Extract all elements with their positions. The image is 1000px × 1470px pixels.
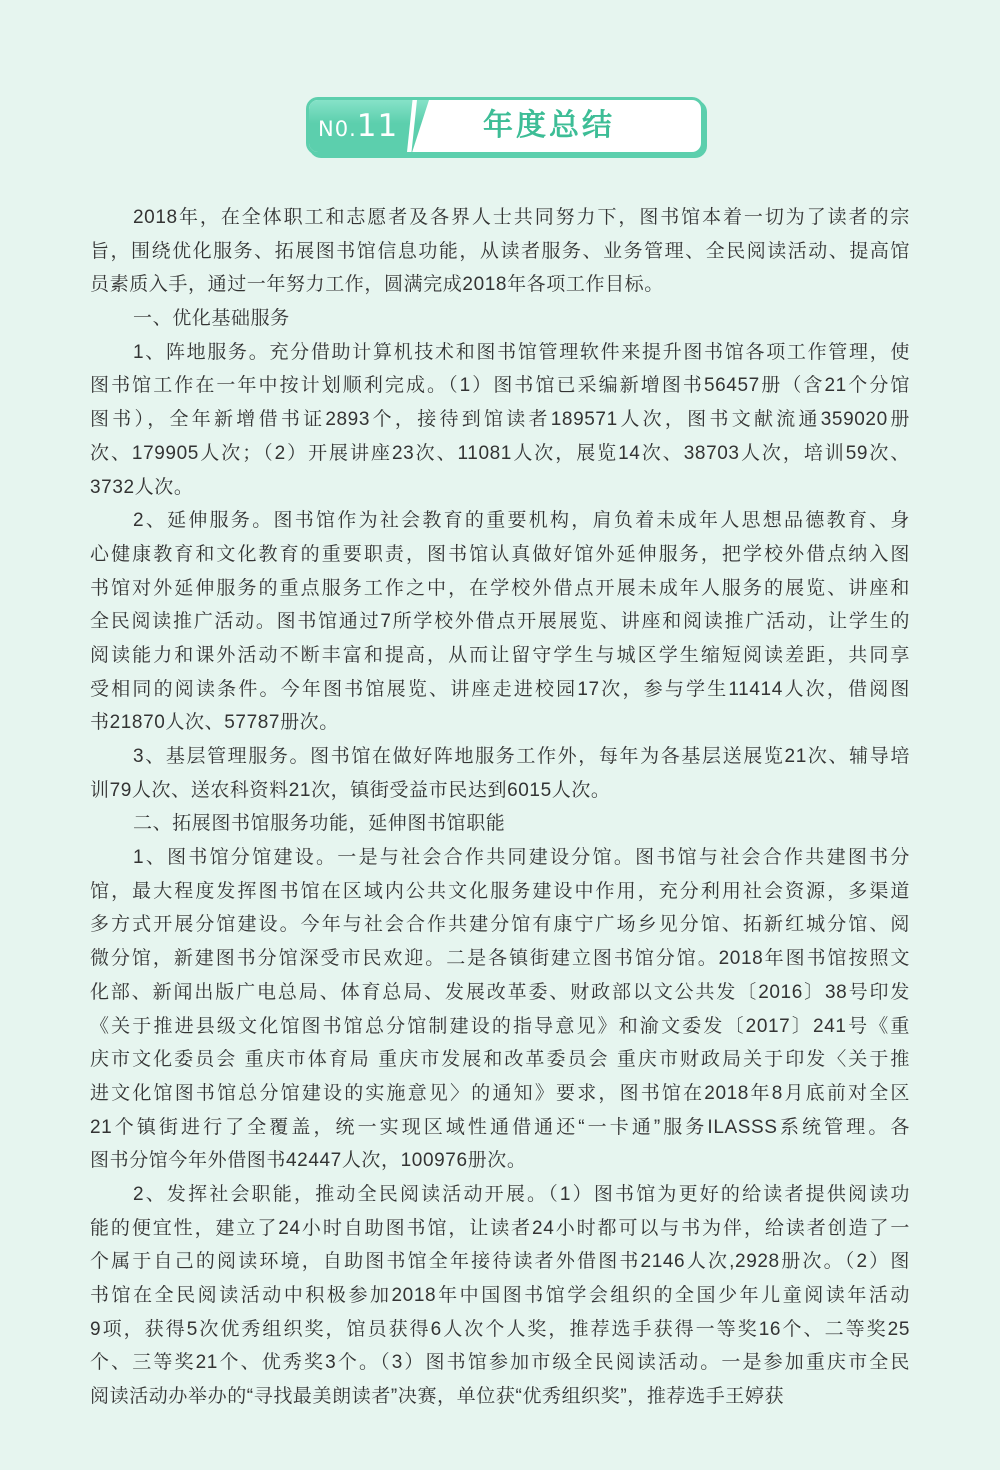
text-line: 图书馆工作在一年中按计划顺利完成。（1）图书馆已采编新增图书56457册（含21个分馆	[90, 375, 910, 397]
text-line: 化部、新闻出版广电总局、体育总局、发展改革委、财政部以文公共发〔2016〕38号印发	[90, 981, 910, 1003]
paragraph	[90, 336, 910, 504]
text-line: 进文化馆图书馆总分馆建设的实施意见〉的通知》要求，图书馆在2018年8月底前对全区	[90, 1082, 910, 1104]
section-number-value: 11	[356, 108, 399, 144]
paragraph	[90, 504, 910, 740]
text-line: 训79人次、送农科资料21次，镇街受益市民达到6015人次。	[90, 779, 611, 801]
text-line: 阅读活动办举办的“寻找最美朗读者”决赛，单位获“优秀组织奖”，推荐选手王婷获	[90, 1386, 785, 1408]
paragraph	[90, 201, 910, 302]
text-line: 2、延伸服务。图书馆作为社会教育的重要机构，肩负着未成年人思想品德教育、身	[133, 510, 910, 532]
text-line: 微分馆，新建图书分馆深受市民欢迎。二是各镇街建立图书馆分馆。2018年图书馆按照文	[90, 948, 910, 970]
text-line: 心健康教育和文化教育的重要职责，图书馆认真做好馆外延伸服务，把学校外借点纳入图	[90, 543, 910, 565]
text-line: 馆，最大程度发挥图书馆在区域内公共文化服务建设中作用，充分利用社会资源，多渠道	[90, 880, 910, 902]
text-line: 受相同的阅读条件。今年图书馆展览、讲座走进校园17次，参与学生11414人次，借阅图	[90, 678, 910, 700]
paragraph	[90, 841, 910, 1178]
text-line: 个属于自己的阅读环境，自助图书馆全年接待读者外借图书2146人次,2928册次。（2）图	[90, 1251, 910, 1273]
text-line: 书馆对外延伸服务的重点服务工作之中，在学校外借点开展未成年人服务的展览、讲座和	[90, 577, 910, 599]
text-line: 3732人次。	[90, 476, 194, 498]
text-line: 《关于推进县级文化馆图书馆总分馆制建设的指导意见》和渝文委发〔2017〕241号《重	[90, 1015, 910, 1037]
text-line: 多方式开展分馆建设。今年与社会合作共建分馆有康宁广场乡见分馆、拓新红城分馆、阅	[90, 914, 910, 936]
text-line: 书21870人次、57787册次。	[90, 712, 339, 734]
text-line: 能的便宜性，建立了24小时自助图书馆，让读者24小时都可以与书为伴，给读者创造了一	[90, 1217, 910, 1239]
text-line: 员素质入手，通过一年努力工作，圆满完成2018年各项工作目标。	[90, 274, 664, 296]
section-title: 年度总结	[483, 108, 615, 143]
text-line: 庆市文化委员会 重庆市体育局 重庆市发展和改革委员会 重庆市财政局关于印发〈关于推	[90, 1049, 910, 1071]
text-line: 2018年，在全体职工和志愿者及各界人士共同努力下，图书馆本着一切为了读者的宗	[133, 207, 910, 228]
text-line: 图书），全年新增借书证2893个，接待到馆读者189571人次，图书文献流通359020册	[90, 409, 910, 431]
section-number-prefix: N0.	[318, 117, 357, 141]
text-line: 21个镇街进行了全覆盖，统一实现区域性通借通还“一卡通”服务ILASSS系统管理。各	[90, 1116, 910, 1138]
section-badge	[306, 97, 704, 155]
text-line: 次、179905人次；（2）开展讲座23次、11081人次，展览14次、38703人次，培训59次、	[90, 442, 910, 464]
text-line: 个、三等奖21个、优秀奖3个。（3）图书馆参加市级全民阅读活动。一是参加重庆市全民	[90, 1352, 910, 1374]
paragraph	[90, 807, 910, 841]
text-line: 一、优化基础服务	[133, 308, 290, 330]
text-line: 3、基层管理服务。图书馆在做好阵地服务工作外，每年为各基层送展览21次、辅导培	[133, 746, 910, 767]
paragraph	[90, 1178, 910, 1414]
section-number	[318, 100, 398, 152]
text-line: 2、发挥社会职能，推动全民阅读活动开展。（1）图书馆为更好的给读者提供阅读功	[133, 1183, 910, 1205]
text-line: 二、拓展图书馆服务功能，延伸图书馆职能	[133, 813, 506, 835]
text-line: 书馆在全民阅读活动中积极参加2018年中国图书馆学会组织的全国少年儿童阅读年活动	[90, 1285, 910, 1306]
text-line: 阅读能力和课外活动不断丰富和提高，从而让留守学生与城区学生缩短阅读差距，共同享	[90, 644, 910, 666]
document-body	[90, 201, 910, 1414]
text-line: 1、阵地服务。充分借助计算机技术和图书馆管理软件来提升图书馆各项工作管理，使	[133, 341, 910, 363]
text-line: 图书分馆今年外借图书42447人次，100976册次。	[90, 1150, 527, 1172]
text-line: 旨，围绕优化服务、拓展图书馆信息功能，从读者服务、业务管理、全民阅读活动、提高馆	[90, 240, 910, 262]
text-line: 1、图书馆分馆建设。一是与社会合作共同建设分馆。图书馆与社会合作共建图书分	[133, 847, 910, 869]
paragraph	[90, 740, 910, 807]
text-line: 9项，获得5次优秀组织奖，馆员获得6人次个人奖，推荐选手获得一等奖16个、二等奖25	[90, 1318, 910, 1340]
text-line: 全民阅读推广活动。图书馆通过7所学校外借点开展展览、讲座和阅读推广活动，让学生的	[90, 611, 910, 633]
paragraph	[90, 302, 910, 336]
